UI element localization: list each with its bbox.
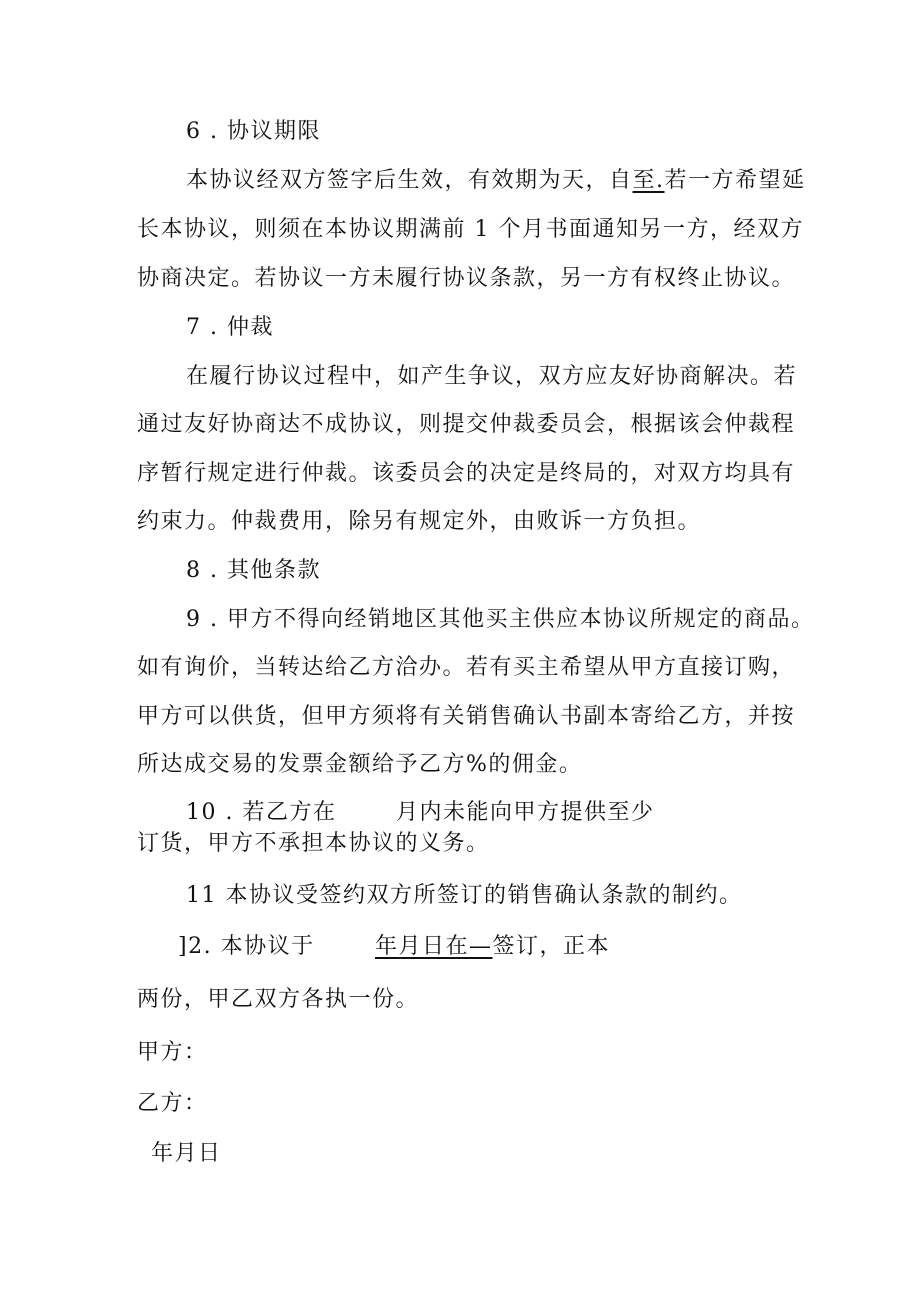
section-6-line-1-text-b: 若一方希望延 [664,168,806,193]
section-6-line-2: 长本协议，则须在本协议期满前 1 个月书面通知另一方，经双方 [137,217,804,242]
signature-party-b: 乙方： [137,1091,208,1116]
section-7-line-3: 序暂行规定进行仲裁。该委员会的决定是终局的，对双方均具有 [137,461,796,486]
section-7-line-2: 通过友好协商达不成协议，则提交仲裁委员会，根据该会仲裁程 [137,412,796,437]
clause-12-line-1b [375,932,610,962]
section-6-line-1-text-a: 本协议经双方签字后生效，有效期为天，自 [186,168,633,193]
section-7-line-1: 在履行协议过程中，如产生争议，双方应友好协商解决。若 [186,364,798,389]
section-8-heading: 8 . 其他条款 [186,558,321,583]
clause-10-line-1b: 月内未能向甲方提供至少 [396,800,655,825]
section-6-line-3: 协商决定。若协议一方未履行协议条款，另一方有权终止协议。 [137,266,796,291]
clause-12-date-place-blank: 年月日在— [375,934,493,959]
clause-9-line-3: 甲方可以供货，但甲方须将有关销售确认书副本寄给乙方，并按 [137,704,796,729]
section-6-underlined-term: 至. [632,168,665,193]
signature-party-a: 甲方： [137,1040,208,1065]
clause-11-line: 11 本协议受签约双方所签订的销售确认条款的制约。 [186,883,743,908]
section-6-heading: 6 . 协议期限 [186,119,321,144]
clause-9-line-1: 9 . 甲方不得向经销地区其他买主供应本协议所规定的商品。 [186,607,815,632]
section-6-line-1 [186,166,806,196]
section-7-line-4: 约束力。仲裁费用，除另有规定外，由败诉一方负担。 [137,509,702,534]
clause-10-line-1a: 10 . 若乙方在 [186,800,337,825]
clause-9-line-4: 所达成交易的发票金额给予乙方%的佣金。 [137,752,583,777]
clause-10-line-2: 订货，甲方不承担本协议的义务。 [137,831,490,856]
clause-12-line-1a: ]2. 本协议于 [178,934,315,959]
clause-12-line-1b-text: 签订，正本 [492,934,611,959]
clause-12-line-2: 两份，甲乙双方各执一份。 [137,987,420,1012]
signature-date: 年月日 [151,1141,222,1166]
clause-9-line-2: 如有询价，当转达给乙方洽办。若有买主希望从甲方直接订购， [137,655,796,680]
section-7-heading: 7 . 仲裁 [186,315,274,340]
